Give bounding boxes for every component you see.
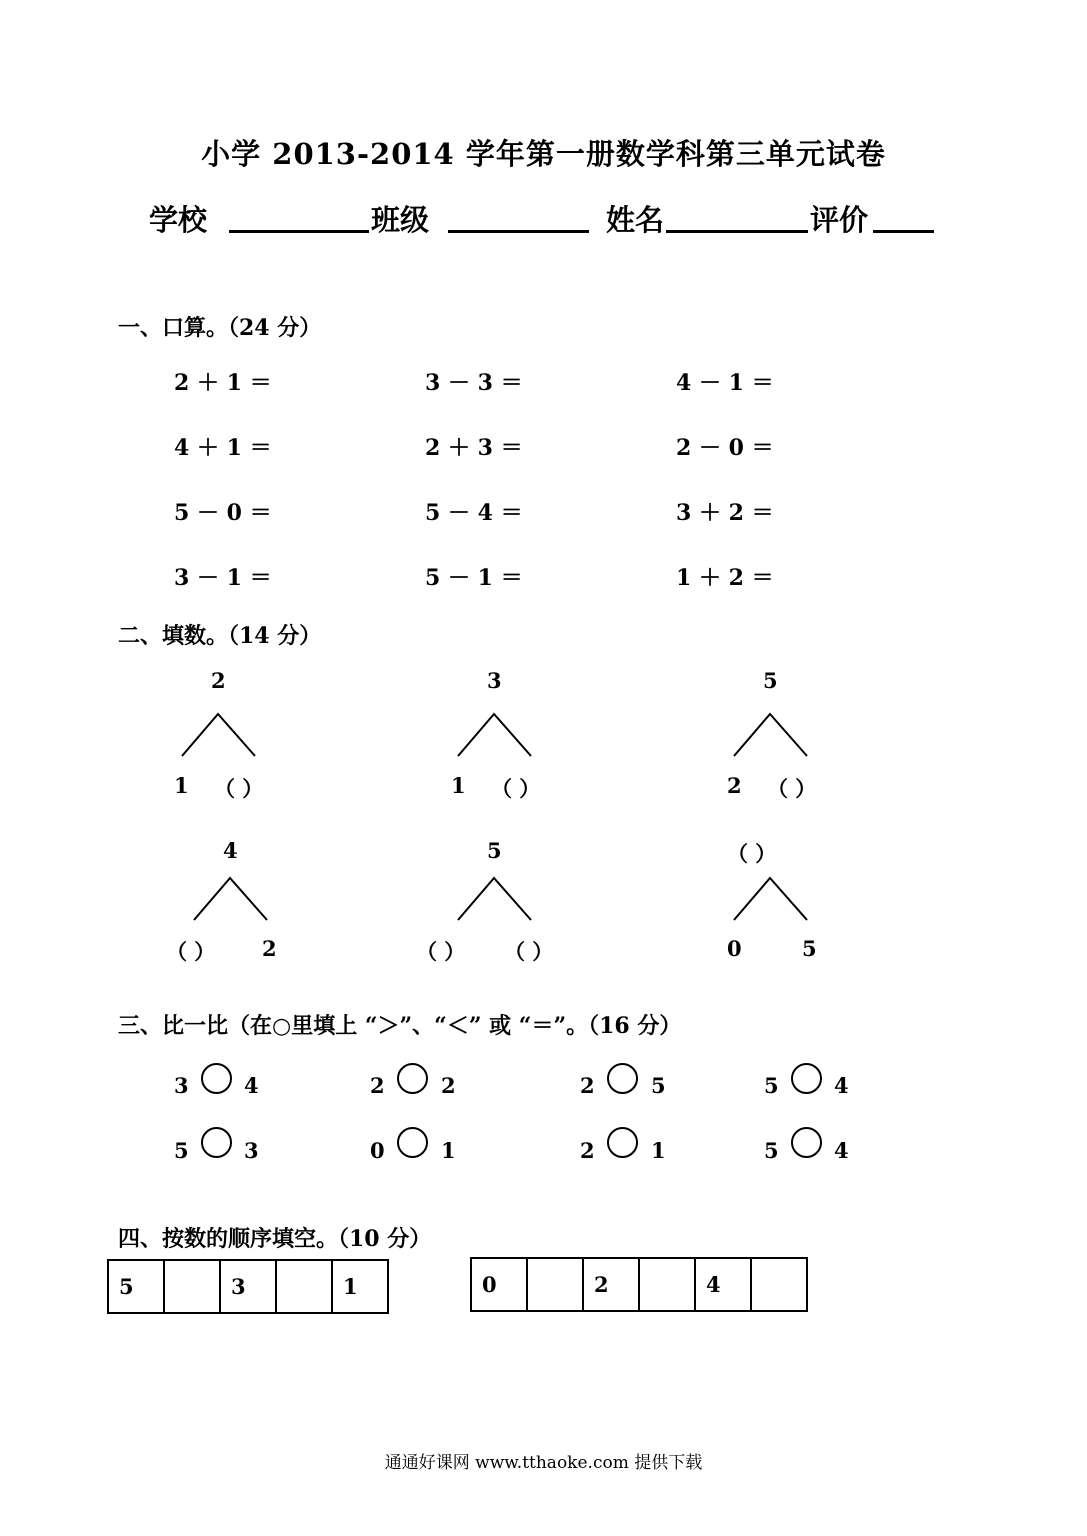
compare-circle[interactable] bbox=[791, 1063, 822, 1094]
tree-top-number: 3 bbox=[487, 668, 502, 693]
problem: 5 － 4 ＝ bbox=[425, 500, 523, 526]
compare-right: 4 bbox=[834, 1138, 849, 1163]
tree-left-number: 0 bbox=[727, 936, 742, 961]
sequence-cell: 5 bbox=[108, 1260, 164, 1313]
name-blank[interactable] bbox=[666, 230, 808, 233]
split-branch-icon bbox=[732, 876, 810, 922]
sequence-cell: 1 bbox=[332, 1260, 388, 1313]
compare-right: 4 bbox=[834, 1073, 849, 1098]
tree-top-number: 4 bbox=[223, 838, 238, 863]
compare-right: 2 bbox=[441, 1073, 456, 1098]
compare-left: 2 bbox=[580, 1138, 595, 1163]
footer-credit: 通通好课网 www.tthaoke.com 提供下载 bbox=[384, 1453, 703, 1473]
problem: 5 － 1 ＝ bbox=[425, 565, 523, 591]
class-blank[interactable] bbox=[448, 230, 589, 233]
sequence-blank-cell[interactable] bbox=[527, 1258, 583, 1311]
compare-circle[interactable] bbox=[397, 1127, 428, 1158]
compare-circle[interactable] bbox=[397, 1063, 428, 1094]
compare-circle[interactable] bbox=[607, 1127, 638, 1158]
sequence-cell: 4 bbox=[695, 1258, 751, 1311]
compare-right: 3 bbox=[244, 1138, 259, 1163]
tree-answer-blank[interactable]: （ ） bbox=[767, 776, 817, 801]
problem: 1 ＋ 2 ＝ bbox=[676, 565, 774, 591]
sequence-table-descending bbox=[107, 1259, 389, 1314]
compare-left: 5 bbox=[764, 1138, 779, 1163]
compare-left: 3 bbox=[174, 1073, 189, 1098]
tree-left-number: 1 bbox=[174, 773, 189, 798]
compare-circle[interactable] bbox=[201, 1127, 232, 1158]
split-branch-icon bbox=[180, 712, 258, 758]
sequence-blank-cell[interactable] bbox=[164, 1260, 220, 1313]
compare-circle[interactable] bbox=[791, 1127, 822, 1158]
name-label: 姓名 bbox=[606, 203, 665, 237]
compare-left: 5 bbox=[764, 1073, 779, 1098]
sequence-blank-cell[interactable] bbox=[639, 1258, 695, 1311]
compare-left: 2 bbox=[580, 1073, 595, 1098]
tree-answer-blank[interactable]: （ ） bbox=[504, 939, 554, 964]
split-branch-icon bbox=[456, 876, 534, 922]
tree-answer-blank[interactable]: （ ） bbox=[166, 939, 216, 964]
school-label: 学校 bbox=[149, 203, 208, 237]
grade-label: 评价 bbox=[810, 203, 869, 237]
problem: 5 － 0 ＝ bbox=[174, 500, 272, 526]
problem: 2 － 0 ＝ bbox=[676, 435, 774, 461]
grade-blank[interactable] bbox=[873, 230, 934, 233]
exam-title: 小学 2013-2014 学年第一册数学科第三单元试卷 bbox=[201, 137, 886, 171]
tree-top-number: 5 bbox=[763, 668, 778, 693]
compare-left: 2 bbox=[370, 1073, 385, 1098]
problem: 4 ＋ 1 ＝ bbox=[174, 435, 272, 461]
tree-top-number: 5 bbox=[487, 838, 502, 863]
problem: 2 ＋ 1 ＝ bbox=[174, 370, 272, 396]
problem: 3 ＋ 2 ＝ bbox=[676, 500, 774, 526]
tree-left-number: 2 bbox=[727, 773, 742, 798]
tree-right-number: 5 bbox=[802, 936, 817, 961]
tree-answer-blank[interactable]: （ ） bbox=[727, 841, 777, 866]
tree-answer-blank[interactable]: （ ） bbox=[416, 939, 466, 964]
split-branch-icon bbox=[732, 712, 810, 758]
compare-right: 5 bbox=[651, 1073, 666, 1098]
tree-left-number: 1 bbox=[451, 773, 466, 798]
split-branch-icon bbox=[192, 876, 270, 922]
compare-left: 0 bbox=[370, 1138, 385, 1163]
compare-circle[interactable] bbox=[607, 1063, 638, 1094]
sequence-table-ascending bbox=[470, 1257, 808, 1312]
sequence-cell: 0 bbox=[471, 1258, 527, 1311]
tree-right-number: 2 bbox=[262, 936, 277, 961]
sequence-cell: 2 bbox=[583, 1258, 639, 1311]
tree-answer-blank[interactable]: （ ） bbox=[491, 776, 541, 801]
compare-right: 4 bbox=[244, 1073, 259, 1098]
compare-left: 5 bbox=[174, 1138, 189, 1163]
split-branch-icon bbox=[456, 712, 534, 758]
tree-top-number: 2 bbox=[211, 668, 226, 693]
class-label: 班级 bbox=[371, 203, 430, 237]
section-3-heading: 三、比一比（在○里填上 “＞”、“＜” 或 “＝”。（16 分） bbox=[118, 1013, 682, 1039]
tree-answer-blank[interactable]: （ ） bbox=[214, 776, 264, 801]
section-4-heading: 四、按数的顺序填空。（10 分） bbox=[118, 1226, 432, 1252]
problem: 3 － 1 ＝ bbox=[174, 565, 272, 591]
section-1-heading: 一、口算。（24 分） bbox=[118, 315, 322, 341]
compare-right: 1 bbox=[441, 1138, 456, 1163]
sequence-cell: 3 bbox=[220, 1260, 276, 1313]
problem: 4 － 1 ＝ bbox=[676, 370, 774, 396]
problem: 3 － 3 ＝ bbox=[425, 370, 523, 396]
section-2-heading: 二、填数。（14 分） bbox=[118, 623, 322, 649]
sequence-blank-cell[interactable] bbox=[276, 1260, 332, 1313]
compare-circle[interactable] bbox=[201, 1063, 232, 1094]
sequence-blank-cell[interactable] bbox=[751, 1258, 807, 1311]
problem: 2 ＋ 3 ＝ bbox=[425, 435, 523, 461]
compare-right: 1 bbox=[651, 1138, 666, 1163]
school-blank[interactable] bbox=[229, 230, 369, 233]
